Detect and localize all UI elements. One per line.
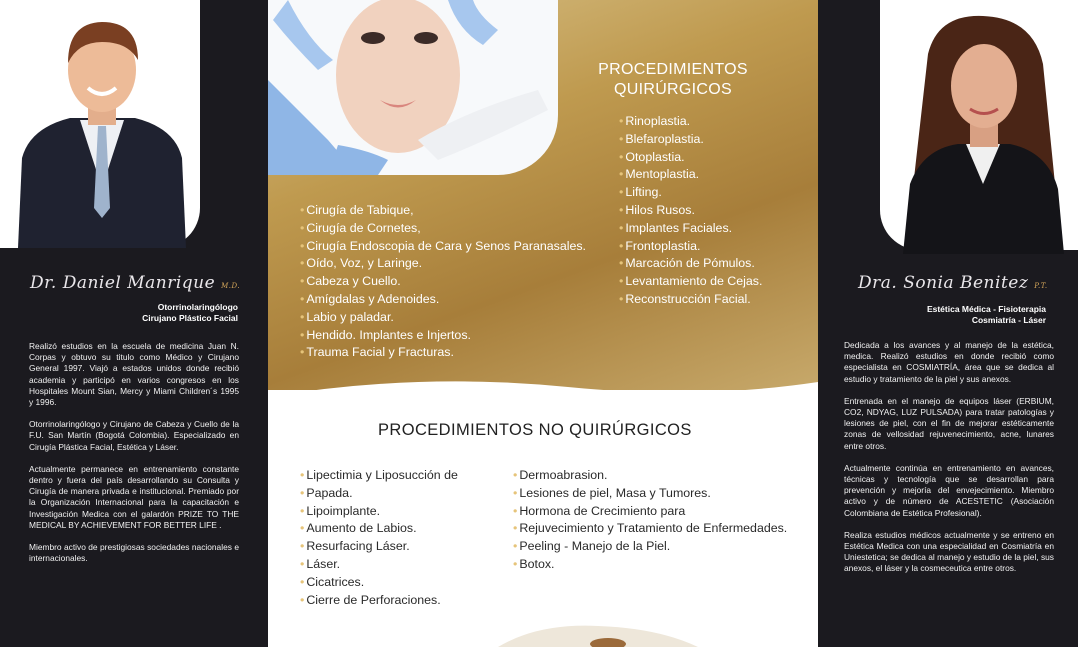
list-item: • Lifting.	[619, 184, 762, 202]
list-item: • Lipectimia y Liposucción de	[300, 467, 458, 485]
list-item: • Mentoplastia.	[619, 166, 762, 184]
list-item: • Lipoimplante.	[300, 503, 458, 521]
list-item: • Labio y paladar.	[300, 309, 586, 327]
list-item: • Hendido. Implantes e Injertos.	[300, 327, 586, 345]
left-doctor-name: Dr. Daniel Manrique M.D.	[30, 273, 241, 293]
left-doctor-titles: Otorrinolaringólogo Cirujano Plástico Facial	[142, 302, 238, 323]
list-item: • Oído, Voz, y Laringe.	[300, 255, 586, 273]
bio-paragraph: Realizó estudios en la escuela de medicina Juan N. Corpas y obtuvo su titulo como Médico y Cirujano General 1997. Viajó a estados unidos donde recibió academia y participó en varios congresos en los Hospitales Mount Sian, Mercy y Miami Children´s 1995 y 1996.	[29, 341, 239, 408]
list-item: • Rejuvecimiento y Tratamiento de Enfermedades.	[513, 520, 787, 538]
list-item: • Cicatrices.	[300, 574, 458, 592]
bio-paragraph: Actualmente permanece en entrenamiento constante dentro y fuera del país desarrollando su Consulta y Cirugía de manera privada e institucional. Premiado por la Organización Internacional para la capacitación e Investigación Medica con el galardón PRIZE TO THE MEDICAL BY ACHIEVEMENT FOR BETTER LIFE .	[29, 463, 239, 530]
no-quirurgicos-title: PROCEDIMIENTOS NO QUIRÚRGICOS	[378, 421, 692, 439]
right-doctor-name: Dra. Sonia Benitez P.T.	[858, 273, 1048, 293]
bio-paragraph: Actualmente continúa en entrenamiento en avances, técnicas y tecnología que se desarrollan para prevención y mejoría del envejecimiento. Miembro activo y de número de ACESTETIC (Asociación Colombiana de Estética Profesional).	[844, 462, 1054, 518]
list-item: • Botox.	[513, 556, 787, 574]
list-item: • Marcación de Pómulos.	[619, 255, 762, 273]
list-item: • Láser.	[300, 556, 458, 574]
left-doctor-panel	[0, 0, 268, 647]
list-item: • Trauma Facial y Fracturas.	[300, 344, 586, 362]
list-item: • Dermoabrasion.	[513, 467, 787, 485]
face-with-gloved-hands-image	[268, 0, 558, 175]
female-doctor-portrait	[898, 14, 1068, 254]
bottom-decorative-curl	[498, 618, 698, 647]
list-item: • Amígdalas y Adenoides.	[300, 291, 586, 309]
white-wave-divider	[268, 372, 818, 412]
list-item: • Resurfacing Láser.	[300, 538, 458, 556]
quirurgicos-list-left	[300, 202, 586, 362]
no-quirurgicos-list-left	[300, 467, 458, 609]
list-item: • Levantamiento de Cejas.	[619, 273, 762, 291]
bio-paragraph: Otorrinolaringólogo y Cirujano de Cabeza y Cuello de la F.U. San Martín (Bogotá Colombia). Especializado en Cirugía Plástica Facial, Estética y Láser.	[29, 419, 239, 452]
left-doctor-bio	[29, 341, 239, 575]
list-item: • Otoplastia.	[619, 149, 762, 167]
list-item: • Reconstrucción Facial.	[619, 291, 762, 309]
bio-paragraph: Realiza estudios médicos actualmente y se entreno en Estética Medica con una especialidad en Cosmiatría en Uniestetica; se dedica al manejo y estudio de la piel, sus anexos, el láser y la cosmeceutica entre otros.	[844, 529, 1054, 574]
bio-paragraph: Entrenada en el manejo de equipos láser (ERBIUM, CO2, NDYAG, LUZ PULSADA) para tratar patologías y lesiones de piel, con el fin de mejorar estéticamente zonas de vellosidad rejuvenecimiento, acne, lunares entre otros.	[844, 395, 1054, 451]
list-item: • Papada.	[300, 485, 458, 503]
bio-paragraph: Miembro activo de prestigiosas sociedades nacionales e internacionales.	[29, 542, 239, 564]
list-item: • Aumento de Labios.	[300, 520, 458, 538]
list-item: • Frontoplastia.	[619, 238, 762, 256]
quirurgicos-list-right	[619, 113, 762, 309]
male-doctor-portrait	[10, 8, 190, 248]
face-photo-area	[268, 0, 558, 175]
list-item: • Blefaroplastia.	[619, 131, 762, 149]
list-item: • Rinoplastia.	[619, 113, 762, 131]
list-item: • Hormona de Crecimiento para	[513, 503, 787, 521]
right-doctor-titles: Estética Médica - Fisioterapia Cosmiatría - Láser	[926, 304, 1046, 325]
list-item: • Lesiones de piel, Masa y Tumores.	[513, 485, 787, 503]
right-doctor-bio	[844, 340, 1054, 586]
quirurgicos-title: PROCEDIMIENTOS QUIRÚRGICOS	[598, 61, 748, 98]
list-item: • Cirugía de Tabique,	[300, 202, 586, 220]
center-panel	[268, 0, 818, 647]
list-item: • Peeling - Manejo de la Piel.	[513, 538, 787, 556]
list-item: • Hilos Rusos.	[619, 202, 762, 220]
no-quirurgicos-list-right	[513, 467, 787, 574]
list-item: • Implantes Faciales.	[619, 220, 762, 238]
bio-paragraph: Dedicada a los avances y al manejo de la estética, medica. Realizó estudios en donde recibió como especialista en COSMIATRÍA, área que se dedica al estudio y tratamiento de la piel y sus anexos.	[844, 340, 1054, 384]
right-doctor-panel	[818, 0, 1078, 647]
list-item: • Cirugía de Cornetes,	[300, 220, 586, 238]
list-item: • Cabeza y Cuello.	[300, 273, 586, 291]
list-item: • Cirugía Endoscopia de Cara y Senos Paranasales.	[300, 238, 586, 256]
list-item: • Cierre de Perforaciones.	[300, 592, 458, 610]
